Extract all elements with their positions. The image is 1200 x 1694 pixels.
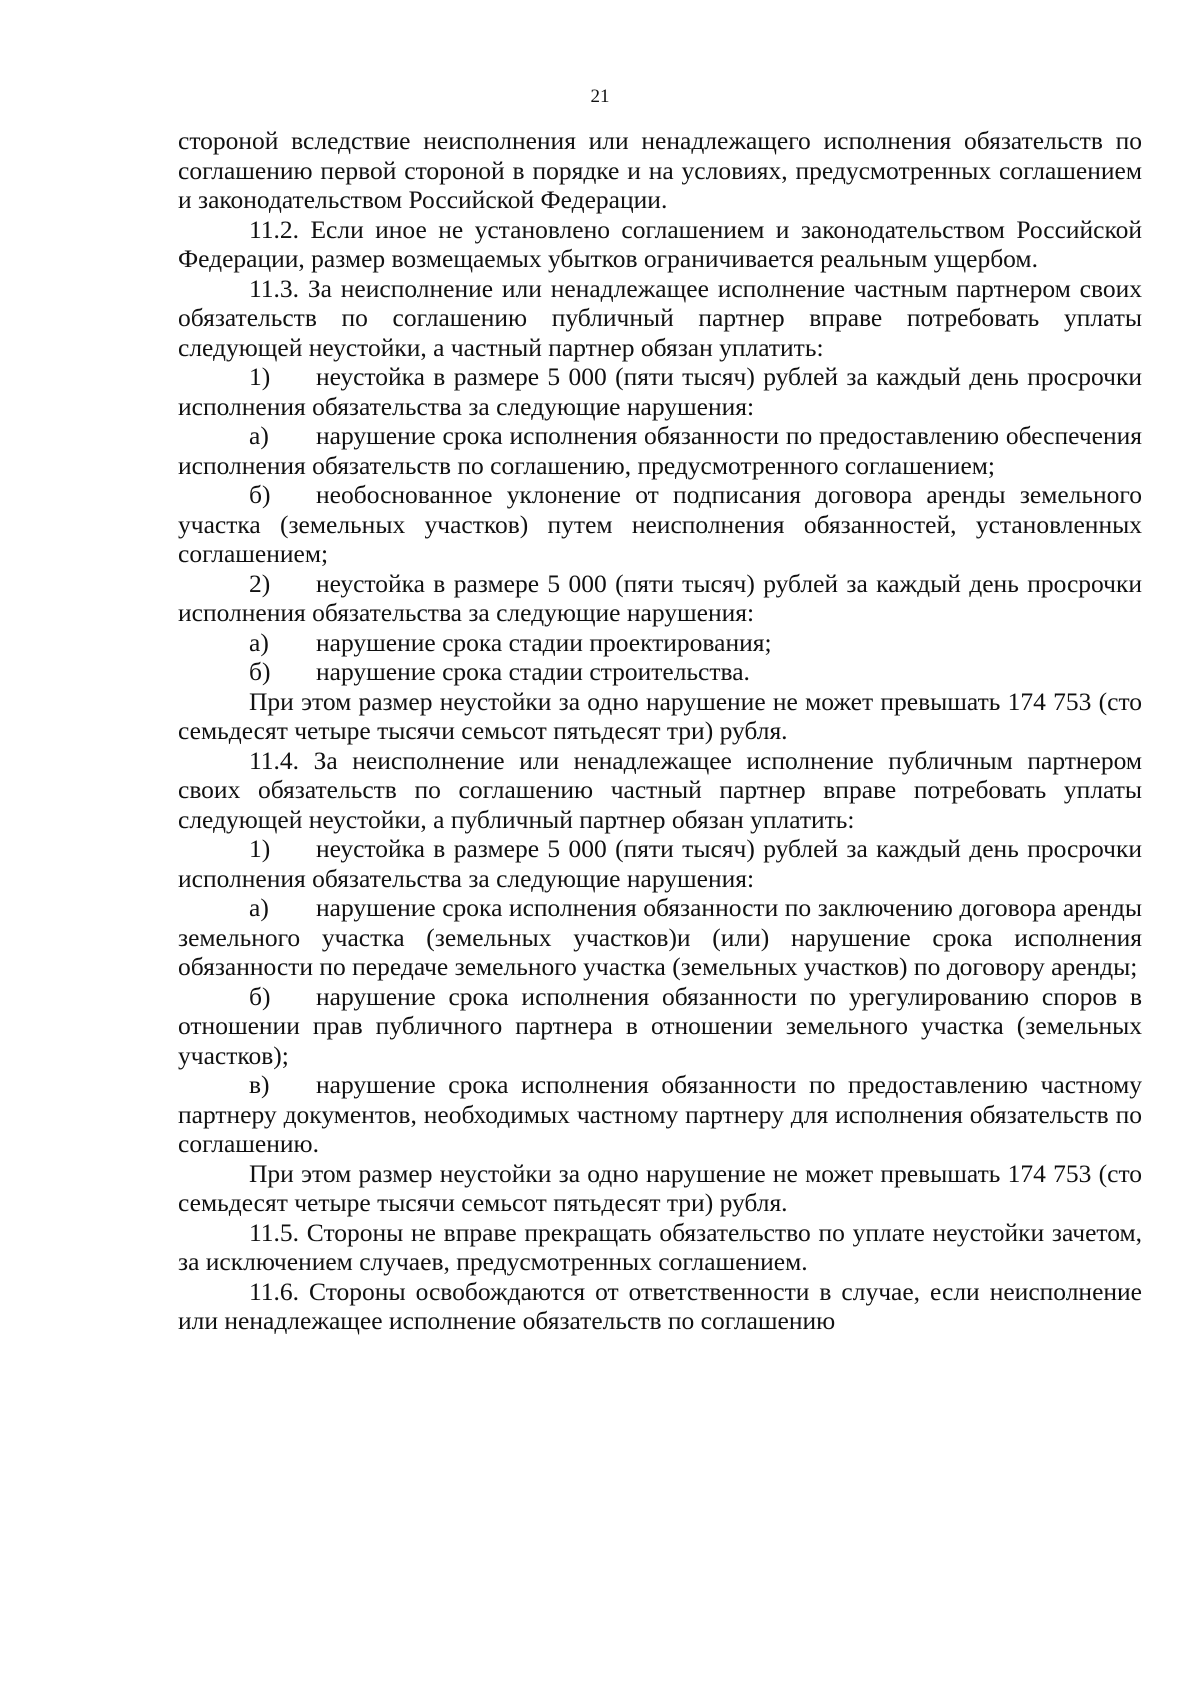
list-item: а) нарушение срока стадии проектирования; (249, 627, 772, 657)
list-marker: б) (249, 981, 271, 1011)
list-item: в) нарушение срока исполнения обязанности по предоставлению частному партнеру документов, необходимых частному партнеру для исполнения обязательств по соглашению. (178, 1070, 1142, 1158)
list-marker: а) (249, 421, 269, 450)
list-item: 1) неустойка в размере 5 000 (пяти тысяч) рублей за каждый день просрочки исполнения обязательства за следующие нарушения: (178, 834, 1142, 893)
list-item: б) необоснованное уклонение от подписания договора аренды земельного участка (земельных участков) путем неисполнения обязанностей, установленных соглашением; (178, 480, 1142, 568)
list-marker: б) (249, 480, 271, 509)
paragraph: стороной вследствие неисполнения или ненадлежащего исполнения обязательств по соглашению первой стороной в порядке и на условиях, предусмотренных соглашением и законодательством Российской Федерации. (178, 126, 1142, 214)
list-marker: в) (249, 1070, 270, 1099)
document-body (178, 126, 1142, 1336)
paragraph: 11.6. Стороны освобождаются от ответственности в случае, если неисполнение или ненадлежащее исполнение обязательств по соглашению (178, 1276, 1142, 1335)
list-marker: 1) (249, 362, 271, 391)
list-marker: б) (249, 657, 271, 686)
paragraph: 11.5. Стороны не вправе прекращать обязательство по уплате неустойки зачетом, за исключением случаев, предусмотренных соглашением. (178, 1217, 1142, 1276)
list-item: б) нарушение срока исполнения обязанности по урегулированию споров в отношении прав публичного партнера в отношении земельного участка (земельных участков); (178, 981, 1142, 1070)
list-marker: а) (249, 627, 269, 657)
list-item: 1) неустойка в размере 5 000 (пяти тысяч) рублей за каждый день просрочки исполнения обязательства за следующие нарушения: (178, 362, 1142, 421)
paragraph: При этом размер неустойки за одно нарушение не может превышать 174 753 (сто семьдесят четыре тысячи семьсот пятьдесят три) рубля. (178, 686, 1142, 745)
list-marker: а) (249, 893, 269, 922)
list-marker: 1) (249, 834, 271, 863)
paragraph: При этом размер неустойки за одно нарушение не может превышать 174 753 (сто семьдесят четыре тысячи семьсот пятьдесят три) рубля. (178, 1158, 1142, 1217)
list-item: а) нарушение срока исполнения обязанности по заключению договора аренды земельного участка (земельных участков)и (или) нарушение срока исполнения обязанности по передаче земельного участка (земельных участков) по договору аренды; (178, 893, 1142, 981)
paragraph: 11.3. За неисполнение или ненадлежащее исполнение частным партнером своих обязательств по соглашению публичный партнер вправе потребовать уплаты следующей неустойки, а частный партнер обязан уплатить: (178, 273, 1142, 362)
list-item: а) нарушение срока исполнения обязанности по предоставлению обеспечения исполнения обязательств по соглашению, предусмотренного соглашением; (178, 421, 1142, 480)
list-marker: 2) (249, 568, 271, 598)
list-item: б) нарушение срока стадии строительства. (249, 657, 750, 686)
list-item: 2) неустойка в размере 5 000 (пяти тысяч) рублей за каждый день просрочки исполнения обязательства за следующие нарушения: (178, 568, 1142, 627)
page-number: 21 (590, 86, 610, 107)
paragraph: 11.4. За неисполнение или ненадлежащее исполнение публичным партнером своих обязательств по соглашению частный партнер вправе потребовать уплаты следующей неустойки, а публичный партнер обязан уплатить: (178, 745, 1142, 834)
paragraph: 11.2. Если иное не установлено соглашением и законодательством Российской Федерации, размер возмещаемых убытков ограничивается реальным ущербом. (178, 214, 1142, 273)
